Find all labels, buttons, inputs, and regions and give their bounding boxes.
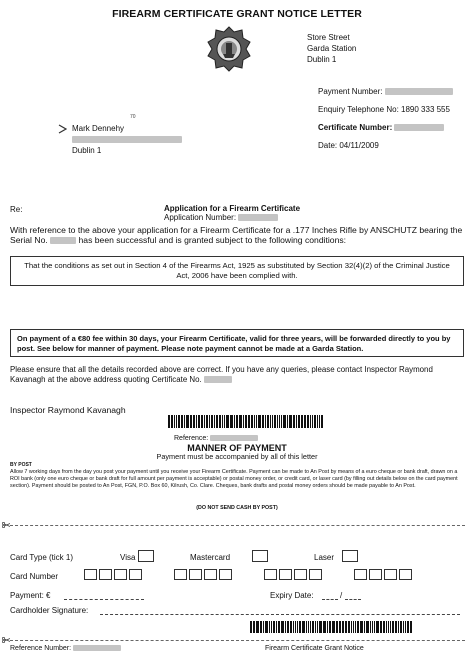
barcode-bar (287, 415, 288, 428)
barcode-bar (293, 621, 294, 633)
card-type-label: Card Type (tick 1) (10, 553, 73, 562)
barcode-bar (281, 621, 284, 633)
barcode-bar (357, 621, 359, 633)
card-number-digit-cell[interactable] (369, 569, 382, 580)
barcode-bar (293, 415, 295, 428)
footer-reference-label: Reference Number: (10, 645, 72, 652)
barcode-bar (254, 415, 255, 428)
mastercard-label: Mastercard (190, 553, 231, 562)
barcode-bar (312, 621, 314, 633)
barcode-bar (403, 621, 404, 633)
address-line: Dublin 1 (307, 55, 337, 64)
barcode-bar (251, 415, 253, 428)
barcode-bar (190, 415, 192, 428)
barcode-bar (236, 415, 238, 428)
address-line: Garda Station (307, 44, 357, 53)
barcode-bar (317, 415, 318, 428)
garda-crest-icon (207, 26, 251, 72)
visa-checkbox[interactable] (138, 550, 154, 562)
barcode-bar (310, 621, 311, 633)
barcode-bar (193, 415, 195, 428)
card-number-digit-cell[interactable] (294, 569, 307, 580)
grant-text-a: With reference to the above your application for a Firearm Certificate for a .177 Inches Rifle by ANSCHUTZ bearing the Serial No. (10, 225, 463, 245)
contact-text: Please ensure that all the details recorded above are correct. If you have any queries, please contact Inspector Raymond Kavanagh at the above address quoting Certificate No. (10, 365, 433, 384)
barcode-bar (198, 415, 200, 428)
mastercard-checkbox[interactable] (252, 550, 268, 562)
condition-box (10, 256, 464, 286)
barcode-bar (319, 621, 322, 633)
barcode-bar (201, 415, 203, 428)
barcode-bar (304, 415, 306, 428)
barcode-bar (239, 415, 242, 428)
scissors-icon (2, 637, 10, 643)
application-number-label: Application Number: (164, 213, 237, 222)
card-number-digit-cell[interactable] (204, 569, 217, 580)
laser-label: Laser (314, 553, 335, 562)
address-line: Store Street (307, 33, 350, 42)
footer-title: Firearm Certificate Grant Notice (265, 645, 364, 652)
barcode-bar (250, 621, 252, 633)
barcode-bar (299, 621, 301, 633)
barcode-bar (360, 621, 363, 633)
barcode-bar (265, 415, 266, 428)
redacted-value (394, 124, 444, 131)
barcode-bar (290, 621, 292, 633)
barcode-bar (248, 415, 250, 428)
barcode-bar (285, 621, 286, 633)
grant-paragraph (10, 225, 465, 245)
barcode-bar (271, 621, 272, 633)
barcode-bar (277, 415, 278, 428)
barcode-bar (168, 415, 170, 428)
barcode-bar (353, 621, 354, 633)
barcode-bar (383, 621, 385, 633)
barcode-bar (234, 415, 235, 428)
laser-checkbox[interactable] (342, 550, 358, 562)
manner-of-payment-subheading: Payment must be accompanied by all of this letter (156, 452, 318, 461)
barcode-bar (374, 621, 375, 633)
card-number-digit-cell[interactable] (399, 569, 412, 580)
payment-amount-field[interactable] (64, 599, 144, 600)
barcode-bar (407, 621, 409, 633)
barcode-bar (184, 415, 185, 428)
barcode-bar (278, 621, 280, 633)
barcode-bar (380, 621, 382, 633)
barcode-bar (376, 621, 379, 633)
barcode-bar (302, 621, 305, 633)
barcode-bar (372, 621, 373, 633)
barcode-bar (269, 621, 270, 633)
barcode-bar (258, 415, 261, 428)
barcode-bar (348, 621, 350, 633)
barcode-bar (270, 415, 271, 428)
barcode-bar (332, 621, 335, 633)
redacted-value (238, 214, 278, 221)
document-title: FIREARM CERTIFICATE GRANT NOTICE LETTER (112, 8, 362, 20)
redacted-value (73, 645, 121, 651)
payment-number-label: Payment Number: (318, 87, 383, 96)
condition-text: That the conditions as set out in Section 4 of the Firearms Act, 1925 as substituted by Section 32(4)(2) of the Criminal Justice Act, 2006 have been complied with. (24, 261, 450, 280)
barcode-bar (321, 415, 323, 428)
sender-address (307, 32, 356, 65)
expiry-year-field[interactable] (345, 599, 361, 600)
contact-paragraph (10, 365, 465, 384)
barcode-bar (405, 621, 406, 633)
barcode-bar (392, 621, 394, 633)
card-number-digit-cell[interactable] (84, 569, 97, 580)
barcode-bar (224, 415, 225, 428)
barcode-bar (306, 621, 307, 633)
signatory: Inspector Raymond Kavanagh (10, 405, 126, 415)
card-number-digit-cell[interactable] (264, 569, 277, 580)
recipient-name: Mark Dennehy (72, 124, 125, 133)
manner-of-payment-heading: MANNER OF PAYMENT (187, 443, 287, 453)
barcode-bar (323, 621, 326, 633)
cardholder-signature-label: Cardholder Signature: (10, 606, 89, 615)
cardholder-signature-field[interactable] (100, 614, 460, 615)
card-number-digit-cell[interactable] (384, 569, 397, 580)
barcode-bar (297, 621, 298, 633)
barcode-bar (351, 621, 352, 633)
barcode-bar (263, 621, 264, 633)
card-number-digit-cell[interactable] (219, 569, 232, 580)
tear-line (10, 640, 465, 641)
barcode-bar (319, 415, 320, 428)
grant-text-b: has been successful and is granted subject to the following conditions: (78, 235, 347, 245)
card-number-label: Card Number (10, 572, 59, 581)
redacted-value (72, 136, 182, 143)
barcode-bar (400, 621, 402, 633)
barcode-bar (260, 621, 262, 633)
card-number-digit-cell[interactable] (354, 569, 367, 580)
barcode-bar (279, 415, 280, 428)
barcode-bar (265, 621, 268, 633)
redacted-value (204, 376, 232, 383)
barcode-bar (298, 415, 300, 428)
barcode-bar (171, 415, 173, 428)
subject-title: Application for a Firearm Certificate (164, 204, 301, 213)
by-post-text: Allow 7 working days from the day you post your payment until you receive your Firearm Certificate. Payment can be made to An Post by means of a euro cheque or bank draft, drawn on a ROI bank (only one euro cheque or bank draft for full amount per payment is acceptable) or postal money order, or credit card, or laser card (by filling out details below on the card payment section). Payment should be posted to An Post, FGN, P.O. Box 60, Kilrush, Co. Clare. Cheques, bank drafts and postal money orders should be made payable to An Post. (10, 469, 458, 489)
barcode-bar (181, 415, 183, 428)
barcode-bar (315, 621, 316, 633)
barcode-bar (289, 415, 292, 428)
barcode-bar (310, 415, 311, 428)
barcode-bar (245, 415, 247, 428)
enquiry-telephone: Enquiry Telephone No: 1890 333 555 (318, 105, 450, 114)
barcode-bar (209, 415, 210, 428)
barcode (168, 415, 324, 428)
visa-label: Visa (120, 553, 136, 562)
barcode-bar (230, 415, 233, 428)
barcode-bar (312, 415, 313, 428)
card-number-digit-cell[interactable] (279, 569, 292, 580)
recipient-address (72, 123, 182, 156)
scissors-icon (2, 522, 10, 528)
card-number-digit-cell[interactable] (309, 569, 322, 580)
barcode-bar (281, 415, 282, 428)
barcode-bar (366, 621, 369, 633)
barcode-bar (342, 621, 344, 633)
barcode (250, 621, 413, 633)
barcode-bar (178, 415, 180, 428)
barcode-bar (226, 415, 229, 428)
letter-date: Date: 04/11/2009 (318, 141, 379, 150)
barcode-bar (216, 415, 218, 428)
reference-line (174, 435, 258, 442)
barcode-bar (296, 415, 297, 428)
barcode-bar (272, 415, 273, 428)
barcode-bar (301, 415, 303, 428)
certificate-number-label: Certificate Number: (318, 123, 393, 132)
barcode-bar (262, 415, 264, 428)
barcode-bar (274, 415, 276, 428)
barcode-bar (211, 415, 213, 428)
expiry-date-label: Expiry Date: (270, 591, 314, 600)
card-number-digit-cell[interactable] (189, 569, 202, 580)
barcode-bar (345, 621, 347, 633)
payment-notice-box (10, 329, 464, 357)
re-label: Re: (10, 205, 23, 214)
expiry-month-field[interactable] (322, 599, 338, 600)
barcode-bar (329, 621, 331, 633)
barcode-bar (388, 621, 389, 633)
card-number-digit-cell[interactable] (174, 569, 187, 580)
barcode-bar (295, 621, 296, 633)
barcode-bar (253, 621, 255, 633)
barcode-bar (176, 415, 177, 428)
barcode-bar (222, 415, 223, 428)
payment-amount-label: Payment: € (10, 591, 51, 600)
barcode-bar (355, 621, 356, 633)
redacted-value (210, 435, 258, 441)
barcode-bar (276, 621, 277, 633)
barcode-bar (395, 621, 397, 633)
barcode-bar (256, 415, 257, 428)
envelope-mark-icon (58, 124, 67, 134)
barcode-bar (317, 621, 318, 633)
recipient-marker: 70 (130, 114, 136, 120)
barcode-bar (314, 415, 316, 428)
barcode-bar (206, 415, 208, 428)
barcode-bar (308, 621, 309, 633)
tear-line (10, 525, 465, 526)
barcode-bar (273, 621, 275, 633)
card-number-digit-cell[interactable] (129, 569, 142, 580)
barcode-bar (243, 415, 244, 428)
payment-notice-text: On payment of a €80 fee within 30 days, your Firearm Certificate, valid for three years, will be forwarded directly to you by post. See below for manner of payment. Please note payment cannot be made at a Garda Station. (17, 334, 451, 353)
card-number-digit-cell[interactable] (99, 569, 112, 580)
barcode-bar (364, 621, 365, 633)
barcode-bar (214, 415, 215, 428)
barcode-bar (267, 415, 269, 428)
payment-details (318, 83, 453, 155)
reference-label: Reference: (174, 435, 209, 442)
barcode-bar (186, 415, 189, 428)
subject-block (164, 204, 300, 222)
redacted-value (385, 88, 453, 95)
by-post-label: BY POST (10, 462, 32, 468)
barcode-bar (204, 415, 205, 428)
recipient-city: Dublin 1 (72, 146, 102, 155)
barcode-bar (196, 415, 197, 428)
barcode-bar (287, 621, 289, 633)
no-cash-notice: (DO NOT SEND CASH BY POST) (196, 505, 278, 511)
barcode-bar (327, 621, 328, 633)
barcode-bar (390, 621, 391, 633)
barcode-bar (370, 621, 371, 633)
barcode-bar (386, 621, 387, 633)
barcode-bar (339, 621, 341, 633)
barcode-bar (256, 621, 259, 633)
redacted-value (50, 237, 76, 244)
card-number-digit-cell[interactable] (114, 569, 127, 580)
barcode-bar (219, 415, 221, 428)
barcode-bar (398, 621, 399, 633)
barcode-bar (336, 621, 338, 633)
barcode-bar (307, 415, 309, 428)
barcode-bar (283, 415, 286, 428)
footer-reference (10, 645, 121, 652)
barcode-bar (410, 621, 412, 633)
barcode-bar (174, 415, 175, 428)
